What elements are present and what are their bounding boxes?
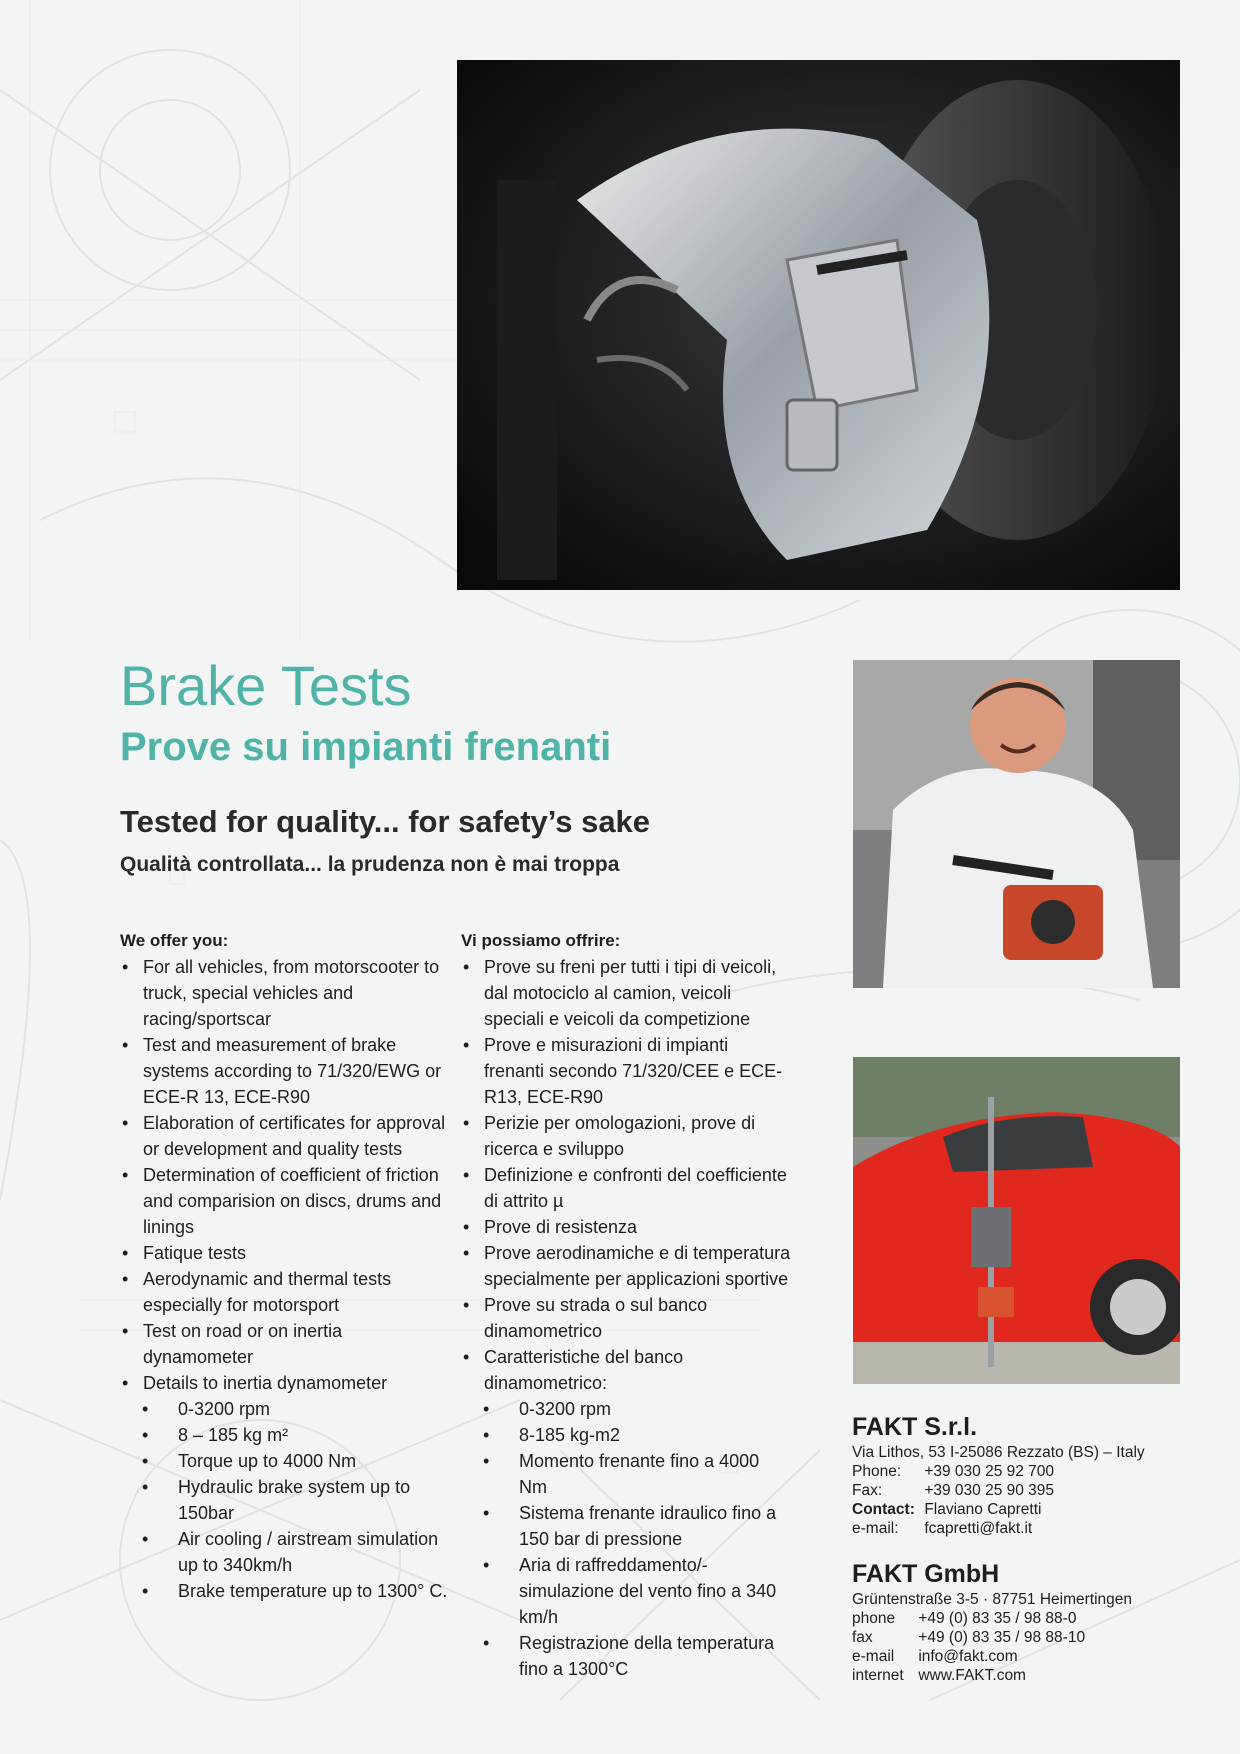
- fax-label: Fax:: [852, 1482, 883, 1499]
- list-item: • Prove di resistenza: [461, 1214, 791, 1240]
- contact-block-italy: [852, 1413, 1145, 1538]
- tagline-italian: Qualità controllata... la prudenza non è mai troppa: [120, 853, 620, 876]
- brake-test-photo: [457, 60, 1180, 590]
- email-link[interactable]: info@fakt.com: [918, 1648, 1018, 1665]
- company-name: FAKT S.r.l.: [852, 1413, 978, 1441]
- list-item: • Perizie per omologazioni, prove di ricerca e sviluppo: [461, 1110, 791, 1162]
- offer-list: [120, 954, 450, 1396]
- offer-column-english: [120, 928, 450, 1604]
- list-item: • Test on road or on inertia dynamometer: [120, 1318, 450, 1370]
- offer-list: [461, 954, 791, 1396]
- list-item: • 0-3200 rpm: [461, 1396, 791, 1422]
- dynamometer-details-list: [120, 1396, 450, 1604]
- company-address: Via Lithos, 53 I-25086 Rezzato (BS) – Italy: [852, 1444, 1145, 1461]
- offer-heading: Vi possiamo offrire:: [461, 931, 621, 950]
- website-link[interactable]: www.FAKT.com: [918, 1667, 1026, 1684]
- list-item: • Hydraulic brake system up to 150bar: [120, 1474, 450, 1526]
- phone-number: +49 (0) 83 35 / 98 88-0: [918, 1610, 1077, 1627]
- fax-number: +39 030 25 90 395: [924, 1482, 1055, 1499]
- phone-label: Phone:: [852, 1463, 902, 1480]
- list-item: • For all vehicles, from motorscooter to truck, special vehicles and racing/sportscar: [120, 954, 450, 1032]
- list-item: • 8 – 185 kg m²: [120, 1422, 450, 1448]
- list-item: • Fatique tests: [120, 1240, 450, 1266]
- list-item: • Sistema frenante idraulico fino a 150 bar di pressione: [461, 1500, 791, 1552]
- email-label: e-mail: [852, 1648, 895, 1665]
- technician-photo: [853, 660, 1180, 988]
- list-item: • Prove su strada o sul banco dinamometrico: [461, 1292, 791, 1344]
- list-item: • Torque up to 4000 Nm: [120, 1448, 450, 1474]
- internet-label: internet: [852, 1667, 904, 1684]
- list-item: • Prove su freni per tutti i tipi di veicoli, dal motociclo al camion, veicoli speciali e veicoli da competizione: [461, 954, 791, 1032]
- tagline-english: Tested for quality... for safety’s sake: [120, 804, 651, 839]
- list-item: • Caratteristiche del banco dinamometrico:: [461, 1344, 791, 1396]
- list-item: • Details to inertia dynamometer: [120, 1370, 450, 1396]
- dynamometer-details-list: [461, 1396, 791, 1682]
- list-item: • Prove e misurazioni di impianti frenanti secondo 71/320/CEE e ECE-R13, ECE-R90: [461, 1032, 791, 1110]
- contact-label: Contact:: [852, 1501, 915, 1518]
- list-item: • Brake temperature up to 1300° C.: [120, 1578, 450, 1604]
- email-label: e-mail:: [852, 1520, 899, 1537]
- list-item: • Momento frenante fino a 4000 Nm: [461, 1448, 791, 1500]
- list-item: • Registrazione della temperatura fino a 1300°C: [461, 1630, 791, 1682]
- phone-number: +39 030 25 92 700: [924, 1463, 1055, 1480]
- list-item: • Definizione e confronti del coefficiente di attrito µ: [461, 1162, 791, 1214]
- list-item: • Determination of coefficient of friction and comparision on discs, drums and linings: [120, 1162, 450, 1240]
- contact-person: Flaviano Capretti: [924, 1501, 1042, 1518]
- list-item: • Test and measurement of brake systems according to 71/320/EWG or ECE-R 13, ECE-R90: [120, 1032, 450, 1110]
- page-title: Brake Tests: [120, 654, 412, 717]
- phone-label: phone: [852, 1610, 896, 1627]
- list-item: • Aria di raffreddamento/-simulazione del vento fino a 340 km/h: [461, 1552, 791, 1630]
- list-item: • Aerodynamic and thermal tests especially for motorsport: [120, 1266, 450, 1318]
- list-item: • 0-3200 rpm: [120, 1396, 450, 1422]
- offer-column-italian: [461, 928, 791, 1682]
- list-item: • 8-185 kg-m2: [461, 1422, 791, 1448]
- email-link[interactable]: fcapretti@fakt.it: [924, 1520, 1033, 1537]
- page-subtitle: Prove su impianti frenanti: [120, 725, 612, 769]
- company-name: FAKT GmbH: [852, 1560, 1000, 1588]
- fax-number: +49 (0) 83 35 / 98 88-10: [918, 1629, 1086, 1646]
- list-item: • Air cooling / airstream simulation up to 340km/h: [120, 1526, 450, 1578]
- list-item: • Prove aerodinamiche e di temperatura specialmente per applicazioni sportive: [461, 1240, 791, 1292]
- offer-heading: We offer you:: [120, 931, 229, 950]
- car-test-photo: [853, 1057, 1180, 1384]
- company-address: Grüntenstraße 3-5 · 87751 Heimertingen: [852, 1591, 1133, 1608]
- contact-block-germany: [852, 1560, 1132, 1685]
- fax-label: fax: [852, 1629, 873, 1646]
- list-item: • Elaboration of certificates for approval or development and quality tests: [120, 1110, 450, 1162]
